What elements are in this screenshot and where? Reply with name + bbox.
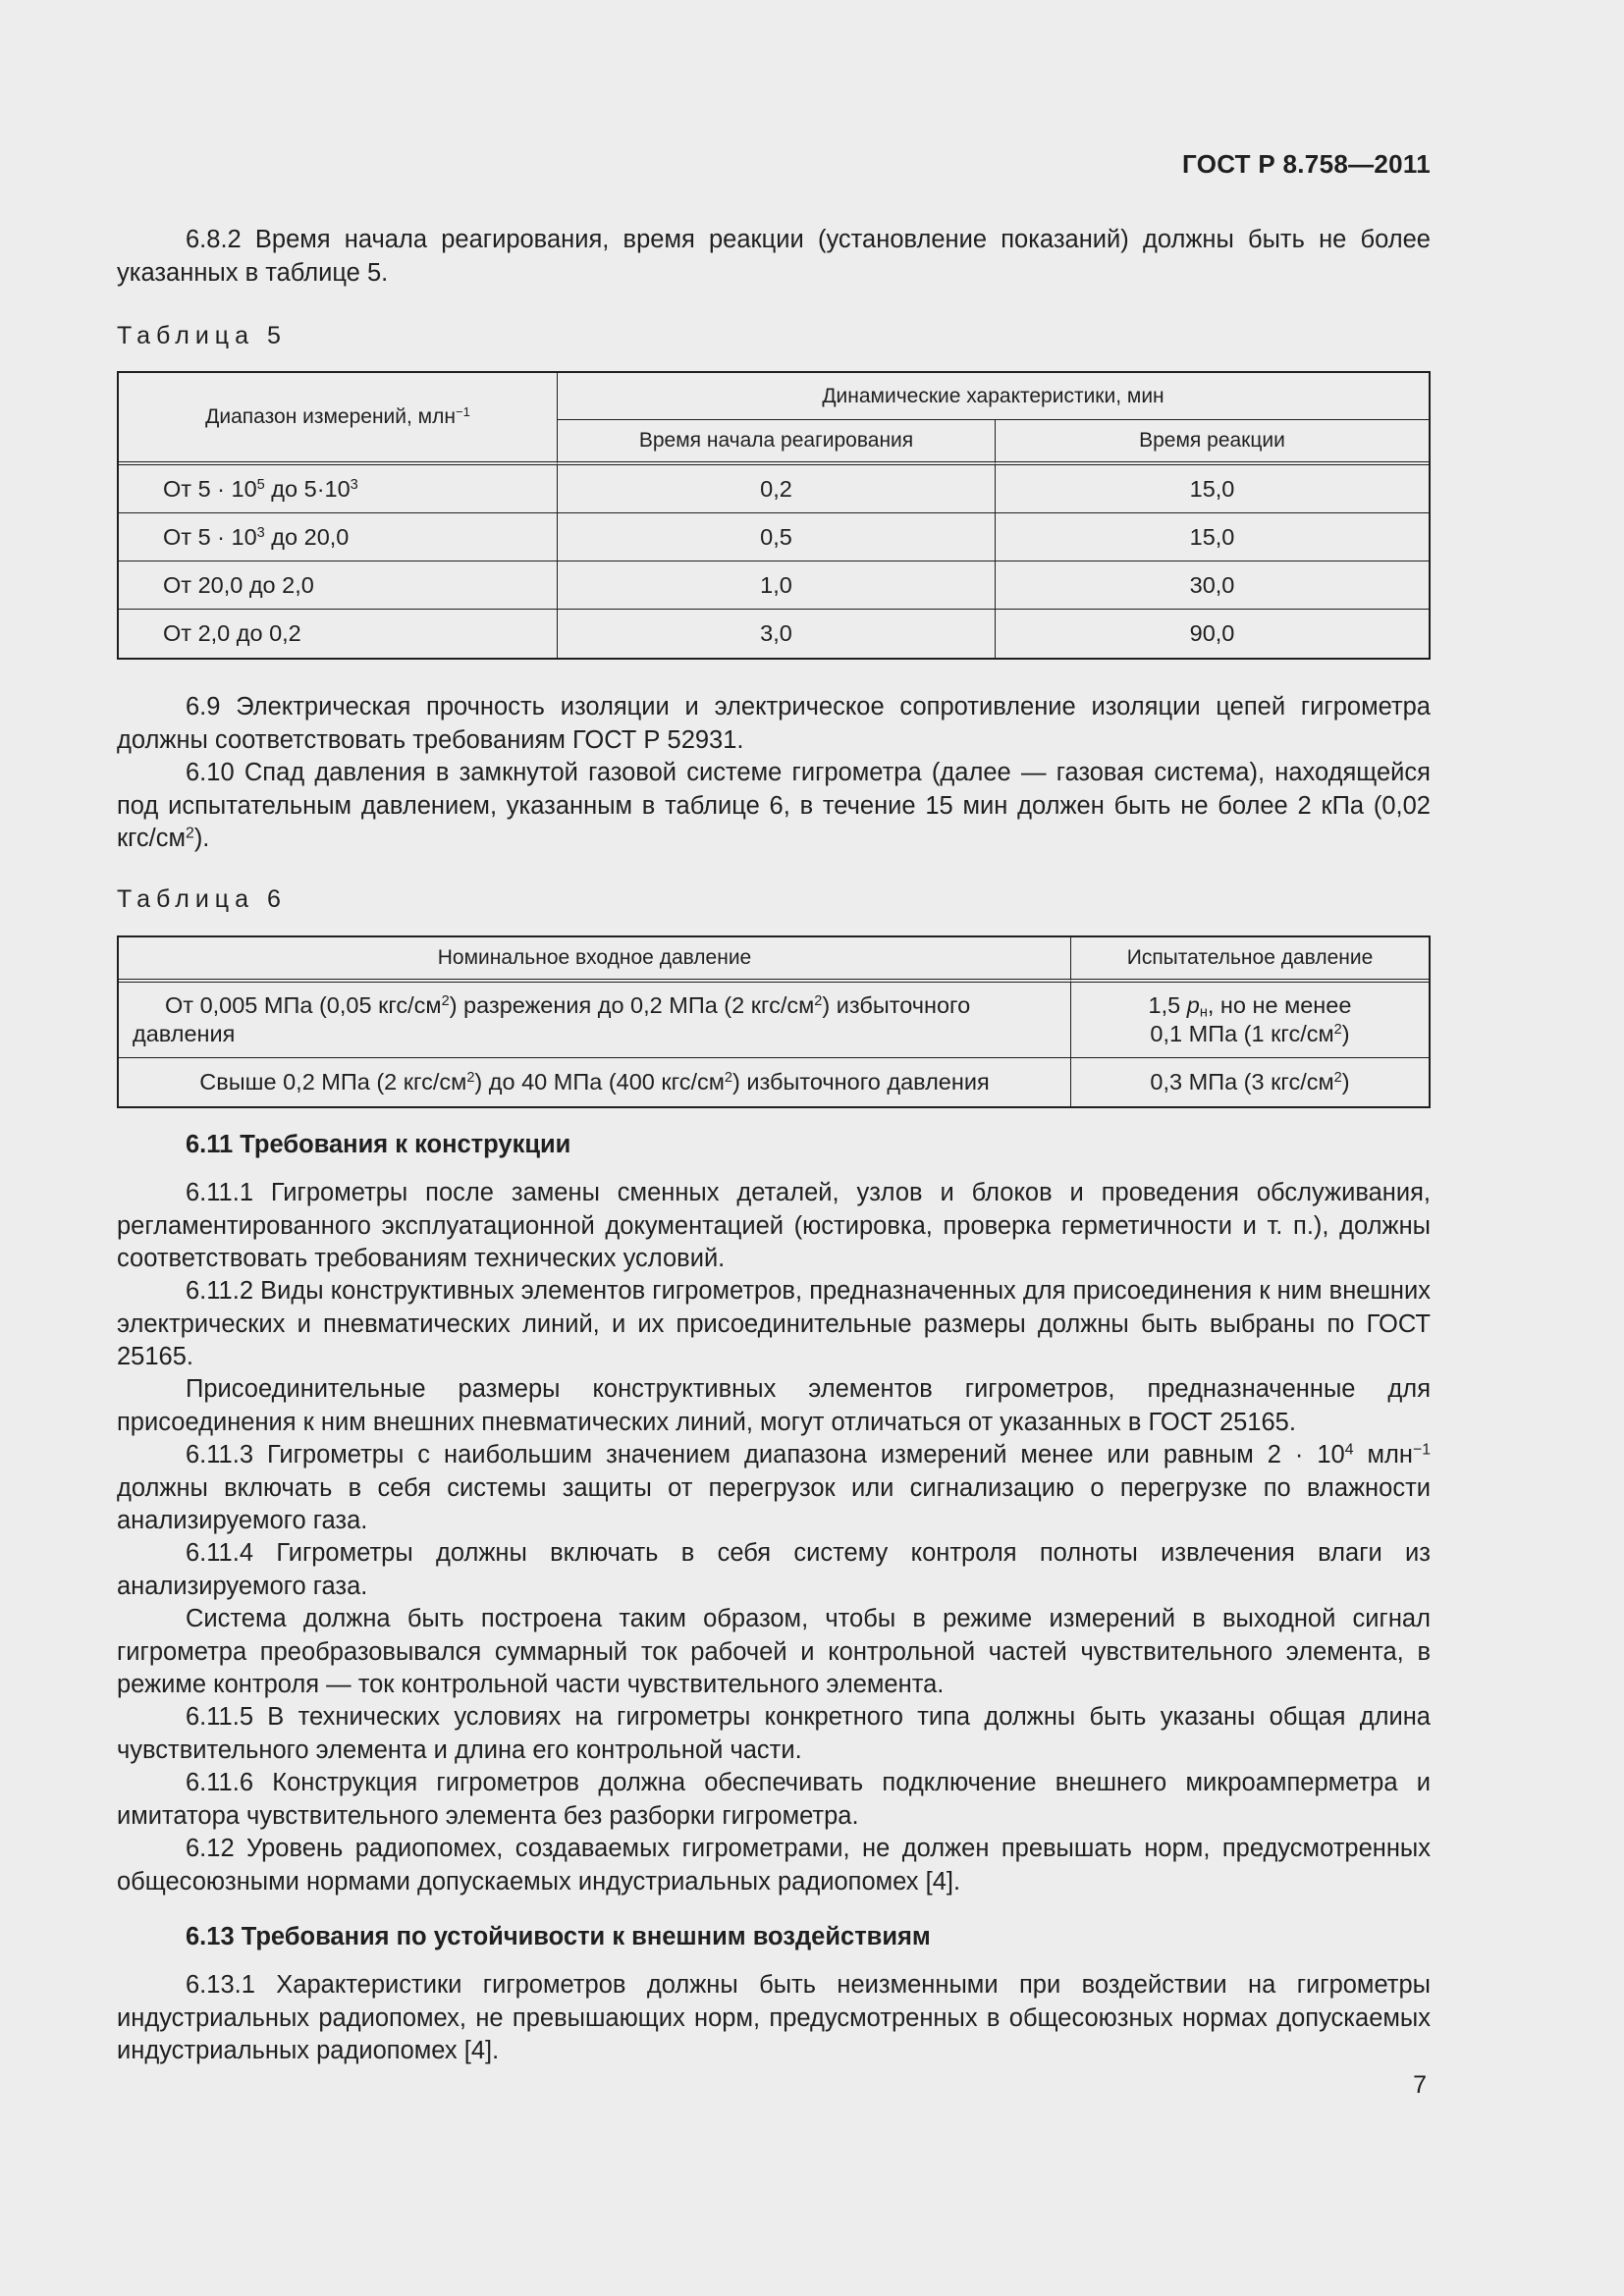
table-row — [119, 513, 1429, 561]
table-5-start-cell: 3,0 — [558, 610, 996, 658]
table-5-head-start: Время начала реагирования — [558, 420, 996, 465]
table-6-test-cell: 1,5 $p_н$, но не менее 0,1 МПа (1 кгс/$см^2$) — [1071, 983, 1429, 1058]
table-6-head-test: Испытательное давление — [1071, 937, 1429, 983]
table-5-reaction-cell: 15,0 — [996, 465, 1429, 513]
table-5-reaction-cell: 90,0 — [1189, 620, 1235, 646]
paragraph-6-9: 6.9 Электрическая прочность изоляции и электрическое сопротивление изоляции цепей гигрометра должны соответствовать требованиям ГОСТ Р 52931. — [117, 693, 1431, 754]
paragraph-6-11-3: 6.11.3 Гигрометры с наибольшим значением диапазона измерений менее или равным $2 \cdot 10^4$ млн$^{-1}$ должны включать в себя системы защиты от перегрузок или сигнализацию о перегрузке по влажности анализируемого газа. — [117, 1441, 1432, 1534]
table-5-range-cell: От $5 \cdot 10^3$ до 20,0 — [119, 513, 558, 561]
paragraph-6-11-4: 6.11.4 Гигрометры должны включать в себя систему контроля полноты извлечения влаги из анализируемого газа. — [117, 1539, 1431, 1600]
table-6-head-nominal: Номинальное входное давление — [119, 937, 1071, 983]
section-6-11-heading: 6.11 Требования к конструкции — [186, 1131, 571, 1158]
paragraph-6-10: 6.10 Спад давления в замкнутой газовой системе гигрометра (далее — газовая система), находящейся под испытательным давлением, указанным в таблице 6, в течение 15 мин должен быть не более 2 кПа (0,02 кгс/$см^2$). — [117, 759, 1431, 852]
table-row — [119, 1058, 1429, 1106]
table-6-nominal-cell: От 0,005 МПа (0,05 кгс/$см^2$) разрежения до 0,2 МПа (2 кгс/$см^2$) избыточного давления — [119, 983, 1071, 1058]
table-6-nominal-cell: Свыше 0,2 МПа (2 кгс/$см^2$) до 40 МПа (400 кгс/$см^2$) избыточного давления — [119, 1058, 1071, 1106]
table-row — [119, 465, 1429, 513]
table-5-start-cell: 0,5 — [558, 513, 996, 561]
paragraph-6-11-4-cont: Система должна быть построена таким образом, чтобы в режиме измерений в выходной сигнал гигрометра преобразовывался суммарный ток рабочей и контрольной частей чувствительного элемента, в режиме контроля — ток контрольной части чувствительного элемента. — [117, 1605, 1431, 1698]
section-6-13-heading: 6.13 Требования по устойчивости к внешним воздействиям — [186, 1923, 931, 1950]
table-row — [119, 983, 1429, 1058]
table-5 — [117, 371, 1431, 660]
document-code: ГОСТ Р 8.758—2011 — [1182, 149, 1431, 179]
table-5-start-cell: 0,2 — [558, 465, 996, 513]
paragraph-6-11-1: 6.11.1 Гигрометры после замены сменных деталей, узлов и блоков и проведения обслуживания, регламентированного эксплуатационной документацией (юстировка, проверка герметичности и т. п.), должны соответствовать требованиям технических условий. — [117, 1179, 1431, 1272]
table-5-range-cell: От $5 \cdot 10^5$ до $5\cdot 10^3$ — [119, 465, 558, 513]
table-5-range-cell: От 20,0 до 2,0 — [119, 561, 558, 610]
paragraph-6-8-2: 6.8.2 Время начала реагирования, время реакции (установление показаний) должны быть не более указанных в таблице 5. — [117, 226, 1431, 287]
table-5-head-reaction: Время реакции — [996, 420, 1429, 465]
table-5-reaction-cell: 30,0 — [996, 561, 1429, 610]
paragraph-6-11-2: 6.11.2 Виды конструктивных элементов гигрометров, предназначенных для присоединения к ним внешних электрических и пневматических линий, и их присоединительные размеры должны быть выбраны по ГОСТ 25165. — [117, 1277, 1431, 1370]
table-5-range-cell: От 2,0 до 0,2 — [119, 610, 558, 658]
paragraph-6-13-1: 6.13.1 Характеристики гигрометров должны быть неизменными при воздействии на гигрометры индустриальных радиопомех, не превышающих норм, предусмотренных в общесоюзных нормах допускаемых индустриальных радиопомех [4]. — [117, 1971, 1431, 2064]
paragraph-6-11-6: 6.11.6 Конструкция гигрометров должна обеспечивать подключение внешнего микроамперметра и имитатора чувствительного элемента без разборки гигрометра. — [117, 1769, 1431, 1830]
table-6 — [117, 935, 1431, 1108]
table-5-head-dynamic: Динамические характеристики, мин — [558, 373, 1429, 420]
table-6-label: Таблица 6 — [117, 885, 287, 913]
table-6-test-cell: 0,3 МПа (3 кгс/$см^2$) — [1150, 1069, 1350, 1095]
table-5-label: Таблица 5 — [117, 322, 287, 349]
paragraph-6-12: 6.12 Уровень радиопомех, создаваемых гигрометрами, не должен превышать норм, предусмотренных общесоюзными нормами допускаемых индустриальных радиопомех [4]. — [117, 1835, 1431, 1896]
table-5-head-range: Диапазон измерений, млн$^{-1}$ — [119, 373, 558, 465]
paragraph-6-11-2-cont: Присоединительные размеры конструктивных элементов гигрометров, предназначенные для присоединения к ним внешних пневматических линий, могут отличаться от указанных в ГОСТ 25165. — [117, 1375, 1431, 1436]
paragraph-6-11-5: 6.11.5 В технических условиях на гигрометры конкретного типа должны быть указаны общая длина чувствительного элемента и длина его контрольной части. — [117, 1703, 1431, 1764]
document-page — [117, 0, 1431, 2296]
table-row — [119, 561, 1429, 610]
page-number: 7 — [1413, 2071, 1427, 2099]
table-5-reaction-cell: 15,0 — [996, 513, 1429, 561]
table-row — [119, 610, 1429, 658]
table-5-start-cell: 1,0 — [558, 561, 996, 610]
